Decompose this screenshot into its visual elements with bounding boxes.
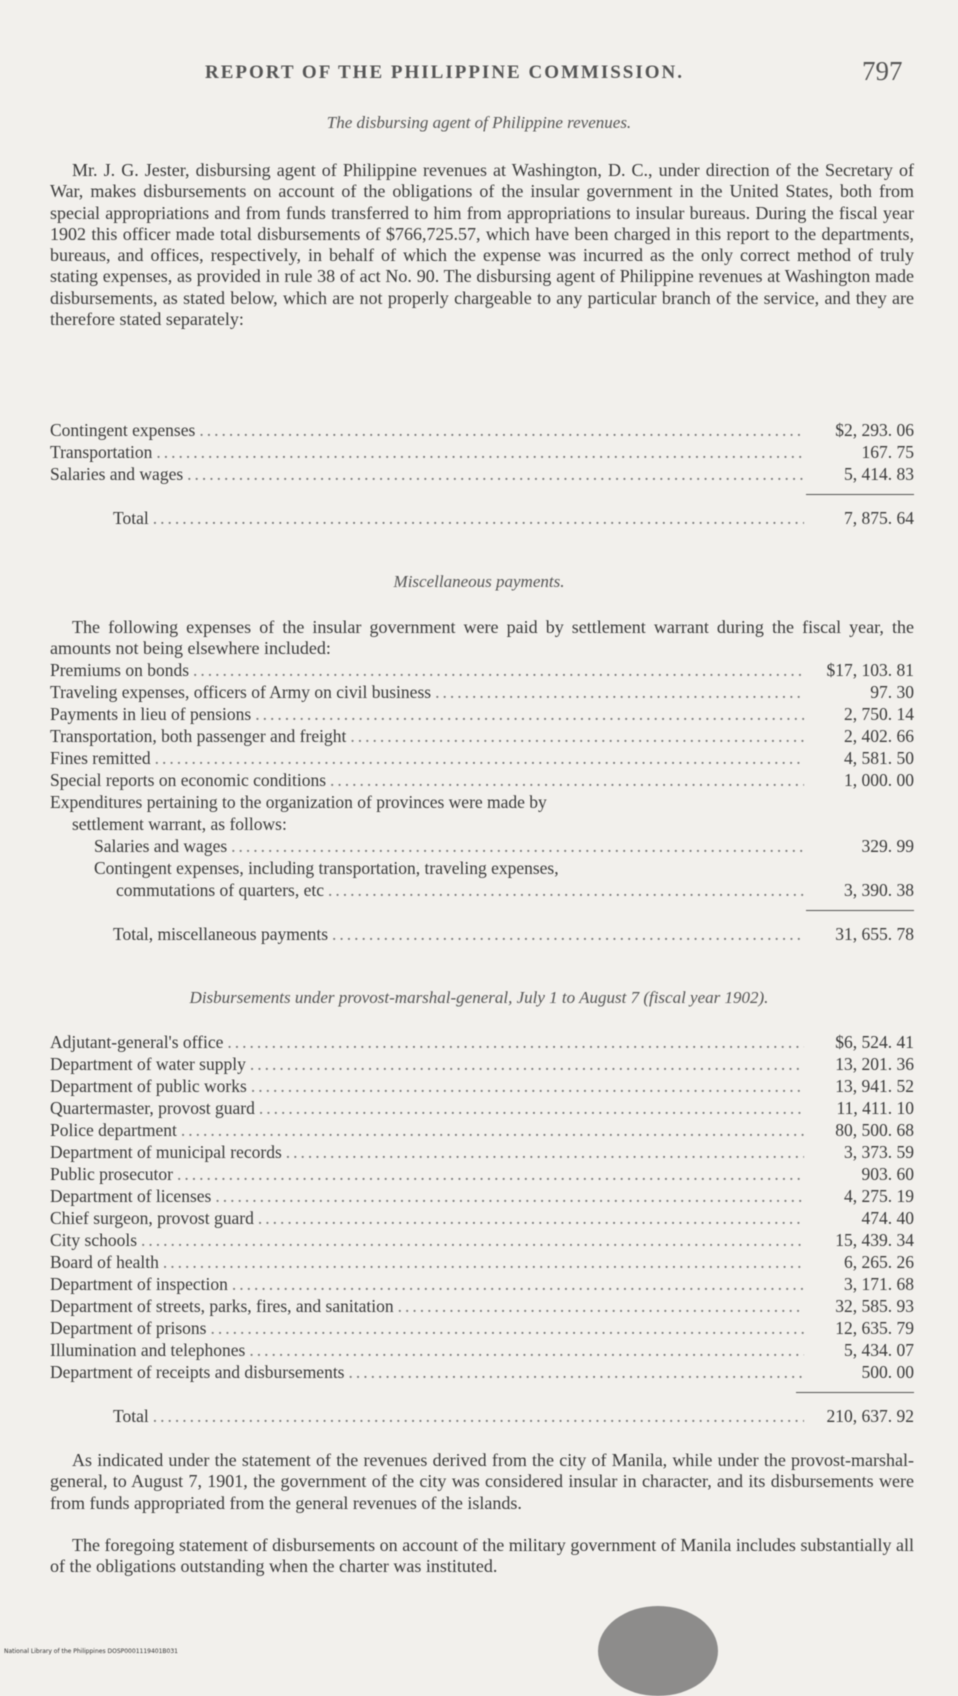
row-amount: 4, 275. 19 bbox=[844, 1186, 914, 1206]
row-label: Payments in lieu of pensions bbox=[50, 704, 252, 724]
row-amount: 15, 439. 34 bbox=[835, 1230, 914, 1250]
ledger-row bbox=[50, 1120, 914, 1142]
row-amount: $6, 524. 41 bbox=[835, 1032, 914, 1052]
row-amount: 12, 635. 79 bbox=[835, 1318, 914, 1338]
row-amount: $2, 293. 06 bbox=[835, 420, 914, 440]
ledger-row bbox=[50, 464, 914, 486]
row-amount: 903. 60 bbox=[861, 1164, 914, 1184]
row-amount: 1, 000. 00 bbox=[844, 770, 914, 790]
row-label: Department of licenses bbox=[50, 1186, 212, 1206]
ledger-row bbox=[94, 836, 914, 858]
ledger-row bbox=[50, 420, 914, 442]
row-amount: 6, 265. 26 bbox=[844, 1252, 914, 1272]
ledger-row bbox=[50, 1098, 914, 1120]
row-label: Fines remitted bbox=[50, 748, 151, 768]
closing-paragraph: As indicated under the statement of the revenues derived from the city of Manila, while under the provost-marshal-general, to August 7, 1901, the government of the city was considered insular in character, and its disbursements were from funds appropriated from the general revenues of the islands. bbox=[50, 1450, 914, 1513]
row-amount: 329. 99 bbox=[861, 836, 914, 856]
row-label: Department of inspection bbox=[50, 1274, 228, 1294]
miscellaneous-intro: The following expenses of the insular government were paid by settlement warrant during the fiscal year, the amounts not being elsewhere included: bbox=[50, 617, 914, 659]
ledger-row bbox=[50, 1186, 914, 1208]
row-label: Board of health bbox=[50, 1252, 159, 1272]
row-label: Transportation, both passenger and freight bbox=[50, 726, 347, 746]
row-label: Transportation bbox=[50, 442, 153, 462]
row-amount: 4, 581. 50 bbox=[844, 748, 914, 768]
row-label: Salaries and wages bbox=[50, 464, 184, 484]
section-title-disbursing-agent: The disbursing agent of Philippine revenues. bbox=[326, 113, 632, 132]
ledger-row bbox=[50, 1054, 914, 1076]
row-amount: 500. 00 bbox=[861, 1362, 914, 1382]
row-label: Police department bbox=[50, 1120, 177, 1140]
page-number: 797 bbox=[862, 56, 903, 86]
row-label: City schools bbox=[50, 1230, 138, 1250]
row-amount: 97. 30 bbox=[870, 682, 914, 702]
row-amount: 167. 75 bbox=[861, 442, 914, 462]
total-label: Total bbox=[113, 1406, 149, 1426]
row-label: Department of prisons bbox=[50, 1318, 207, 1338]
ledger-row bbox=[50, 1230, 914, 1252]
row-amount: 2, 402. 66 bbox=[844, 726, 914, 746]
row-amount: 13, 941. 52 bbox=[835, 1076, 914, 1096]
ledger-row bbox=[50, 1142, 914, 1164]
ledger-row bbox=[50, 1362, 914, 1384]
row-label: Department of receipts and disbursements bbox=[50, 1362, 345, 1382]
running-head: REPORT OF THE PHILIPPINE COMMISSION. bbox=[205, 62, 685, 83]
row-label: Special reports on economic conditions bbox=[50, 770, 327, 790]
row-label: Department of public works bbox=[50, 1076, 247, 1096]
ledger-row bbox=[50, 1164, 914, 1186]
row-label: Adjutant-general's office bbox=[50, 1032, 224, 1052]
ledger-row bbox=[50, 1076, 914, 1098]
row-label: Contingent expenses bbox=[50, 420, 196, 440]
row-amount: 32, 585. 93 bbox=[835, 1296, 914, 1316]
ledger-row bbox=[50, 442, 914, 464]
ledger-row bbox=[50, 770, 914, 792]
expenditures-line: settlement warrant, as follows: bbox=[72, 814, 287, 834]
ledger-row bbox=[50, 682, 914, 704]
row-amount: 5, 414. 83 bbox=[844, 464, 914, 484]
row-amount: 13, 201. 36 bbox=[835, 1054, 914, 1074]
row-label: Traveling expenses, officers of Army on civil business bbox=[50, 682, 432, 702]
row-label: Department of water supply bbox=[50, 1054, 246, 1074]
total-rule bbox=[796, 1392, 914, 1393]
row-label: Department of streets, parks, fires, and sanitation bbox=[50, 1296, 394, 1316]
row-amount: 5, 434. 07 bbox=[844, 1340, 914, 1360]
ledger-row bbox=[50, 1274, 914, 1296]
ledger-row bbox=[50, 1340, 914, 1362]
row-amount: $17, 103. 81 bbox=[826, 660, 914, 680]
row-amount: 3, 390. 38 bbox=[844, 880, 914, 900]
ledger-row bbox=[50, 704, 914, 726]
ledger-row bbox=[50, 660, 914, 682]
row-amount: 3, 171. 68 bbox=[844, 1274, 914, 1294]
total-row bbox=[113, 1406, 914, 1428]
ledger-row bbox=[50, 1318, 914, 1340]
total-row bbox=[113, 924, 914, 946]
row-label: Salaries and wages bbox=[94, 836, 228, 856]
scan-identifier: National Library of the Philippines DOSP0001119401B031 bbox=[4, 1648, 178, 1655]
row-label: Premiums on bonds bbox=[50, 660, 190, 680]
row-amount: 474. 40 bbox=[861, 1208, 914, 1228]
ledger-row bbox=[50, 748, 914, 770]
ledger-row bbox=[50, 1296, 914, 1318]
ledger-row bbox=[50, 1208, 914, 1230]
row-label: Quartermaster, provost guard bbox=[50, 1098, 255, 1118]
ledger-row bbox=[50, 1032, 914, 1054]
row-label: Chief surgeon, provost guard bbox=[50, 1208, 254, 1228]
row-label: commutations of quarters, etc bbox=[116, 880, 324, 900]
row-amount: 2, 750. 14 bbox=[844, 704, 914, 724]
scanner-thumb-shadow bbox=[598, 1606, 718, 1696]
section-title-miscellaneous: Miscellaneous payments. bbox=[393, 572, 565, 591]
closing-paragraph: The foregoing statement of disbursements on account of the military government of Manila includes substantially all of the obligations outstanding when the charter was instituted. bbox=[50, 1535, 914, 1577]
total-amount: 31, 655. 78 bbox=[835, 924, 914, 944]
total-rule bbox=[806, 910, 914, 911]
row-amount: 11, 411. 10 bbox=[836, 1098, 914, 1118]
total-amount: 7, 875. 64 bbox=[844, 508, 914, 528]
section-title-provost-marshal: Disbursements under provost-marshal-general, July 1 to August 7 (fiscal year 1902). bbox=[189, 988, 769, 1007]
ledger-row bbox=[50, 1252, 914, 1274]
ledger-row bbox=[116, 880, 914, 902]
disbursing-agent-paragraph: Mr. J. G. Jester, disbursing agent of Philippine revenues at Washington, D. C., under direction of the Secretary of War, makes disbursements on account of the obligations of the insular government in the United States, both from special appropriations and from funds transferred to him from appropriations to insular bureaus. During the fiscal year 1902 this officer made total disbursements of $766,725.57, which have been charged in this report to the departments, bureaus, and offices, respectively, in behalf of which the expense was incurred as the only correct method of truly stating expenses, as provided in rule 38 of act No. 90. The disbursing agent of Philippine revenues at Washington made disbursements, as stated below, which are not properly chargeable to any particular branch of the service, and they are therefore stated separately: bbox=[50, 160, 914, 330]
row-amount: 3, 373. 59 bbox=[844, 1142, 914, 1162]
row-amount: 80, 500. 68 bbox=[835, 1120, 914, 1140]
total-rule bbox=[806, 494, 914, 495]
total-label: Total, miscellaneous payments bbox=[113, 924, 329, 944]
ledger-row bbox=[50, 726, 914, 748]
contingent-line: Contingent expenses, including transportation, traveling expenses, bbox=[94, 858, 559, 878]
total-label: Total bbox=[113, 508, 149, 528]
row-label: Department of municipal records bbox=[50, 1142, 282, 1162]
row-label: Public prosecutor bbox=[50, 1164, 173, 1184]
row-label: Illumination and telephones bbox=[50, 1340, 246, 1360]
expenditures-line: Expenditures pertaining to the organization of provinces were made by bbox=[50, 792, 547, 812]
total-row bbox=[113, 508, 914, 530]
total-amount: 210, 637. 92 bbox=[826, 1406, 914, 1426]
